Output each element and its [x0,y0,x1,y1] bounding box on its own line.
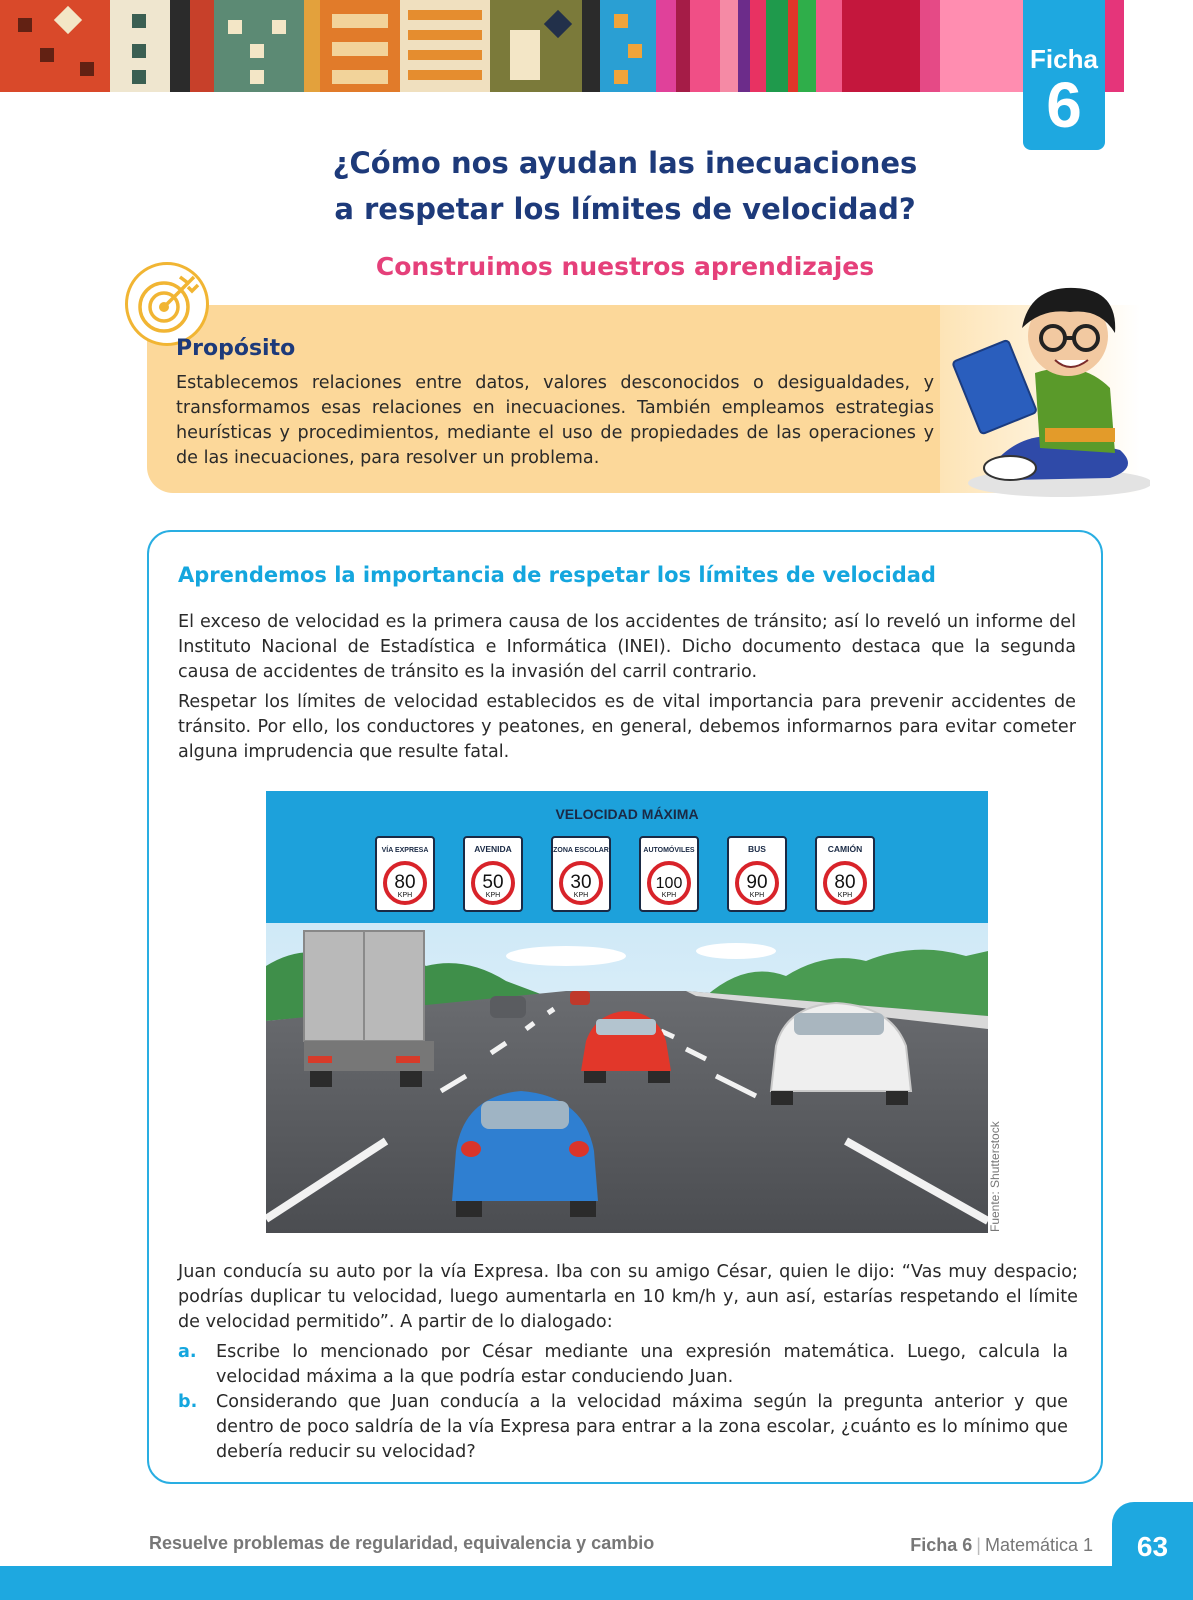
speed-sign-unit: KPH [661,892,677,899]
speed-sign-unit: KPH [837,892,853,899]
image-credit: Fuente: Shutterstock [988,1121,1002,1232]
footer-ficha: Ficha 6 [910,1535,973,1555]
pattern-stripe [0,0,110,92]
paragraph-3: Juan conducía su auto por la vía Expresa. Iba con su amigo César, quien le dijo: “Vas muy despacio; podrías duplicar tu velocidad, luego aumentarla en 10 km/h y, aun así, estarías respetando el límite de velocidad permitido”. A partir de lo dialogado: [178,1262,1078,1332]
speed-sign-value: 100 [655,875,683,892]
pattern-stripe [110,0,170,92]
page-title-line1: ¿Cómo nos ayudan las inecuaciones [332,146,918,180]
boy-reading-illustration [950,278,1150,503]
speed-sign-label: VÍA EXPRESA [381,847,429,854]
speed-sign-label: AUTOMÓVILES [643,847,695,854]
section-subtitle: Construimos nuestros aprendizajes [375,252,875,281]
footer-bar [0,1566,1193,1600]
page-title [230,140,1020,232]
purpose-text: Establecemos relaciones entre datos, valores desconocidos o desigualdades, y transformamos esas relaciones en inecuaciones. También empleamos estrategias heurísticas y procedimientos, mediante el uso de propiedades de las operaciones y de las inecuaciones, para resolver un problema. [176,373,934,468]
speed-sign-label: ZONA ESCOLAR [553,847,609,854]
footer-course [910,1535,1093,1556]
speed-sign-unit: KPH [573,892,589,899]
pattern-stripe [214,0,304,92]
ficha-number: 6 [1046,69,1082,141]
question-mark-a: a. [178,1342,197,1362]
section-heading: Aprendemos la importancia de respetar los límites de velocidad [178,563,936,587]
paragraph-2: Respetar los límites de velocidad establecidos es de vital importancia para prevenir accidentes de tránsito. Por ello, los conductores y peatones, en general, debemos informarnos para evitar cometer alguna imprudencia que resulte fatal. [178,692,1076,762]
footer-competency: Resuelve problemas de regularidad, equivalencia y cambio [149,1533,655,1553]
speed-sign-value: 50 [482,872,504,893]
pattern-stripe [600,0,656,92]
paragraph-1: El exceso de velocidad es la primera causa de los accidentes de tránsito; así lo reveló un informe del Instituto Nacional de Estadística e Informática (INEI). Dicho documento destaca que la segunda causa de accidentes de tránsito es la invasión del carril contrario. [178,612,1076,682]
purpose-title: Propósito [176,336,296,361]
speed-limit-illustration [266,791,988,1233]
speed-sign [376,837,434,911]
speed-sign-label: BUS [748,844,766,854]
ficha-label: Ficha [1030,44,1098,74]
speed-sign-value: 80 [834,872,856,893]
page-number: 63 [1112,1502,1193,1600]
textile-banner [0,0,1193,92]
speed-sign [728,837,786,911]
target-icon [125,262,209,346]
speed-sign-label: AVENIDA [474,844,512,854]
question-mark-b: b. [178,1392,198,1412]
pattern-stripe [400,0,490,92]
speed-sign-value: 80 [394,872,416,893]
ficha-tab [1023,0,1105,150]
question-text-a: Escribe lo mencionado por César mediante una expresión matemática. Luego, calcula la velocidad máxima a la que podría estar conduciendo Juan. [216,1342,1068,1387]
question-list [178,1340,1068,1465]
page-title-line2: a respetar los límites de velocidad? [334,192,916,226]
illustration-heading: VELOCIDAD MÁXIMA [555,806,699,822]
question-text-b: Considerando que Juan conducía a la velocidad máxima según la pregunta anterior y que dentro de poco saldría de la vía Expresa para entrar a la zona escolar, ¿cuánto es lo mínimo que debería reducir su velocidad? [216,1392,1068,1462]
speed-sign [552,837,610,911]
footer-separator: | [976,1535,981,1555]
speed-sign-unit: KPH [749,892,765,899]
speed-sign-unit: KPH [485,892,501,899]
footer-subject: Matemática 1 [984,1535,1093,1555]
speed-sign [640,837,698,911]
speed-sign-value: 90 [746,872,768,893]
pattern-stripe [490,0,582,92]
speed-sign-value: 30 [570,872,592,893]
speed-sign [816,837,874,911]
question-item-b [178,1390,1068,1465]
pattern-stripe [320,0,400,92]
speed-sign-unit: KPH [397,892,413,899]
speed-sign [464,837,522,911]
speed-sign-label: CAMIÓN [827,844,863,854]
question-item-a [178,1340,1068,1390]
